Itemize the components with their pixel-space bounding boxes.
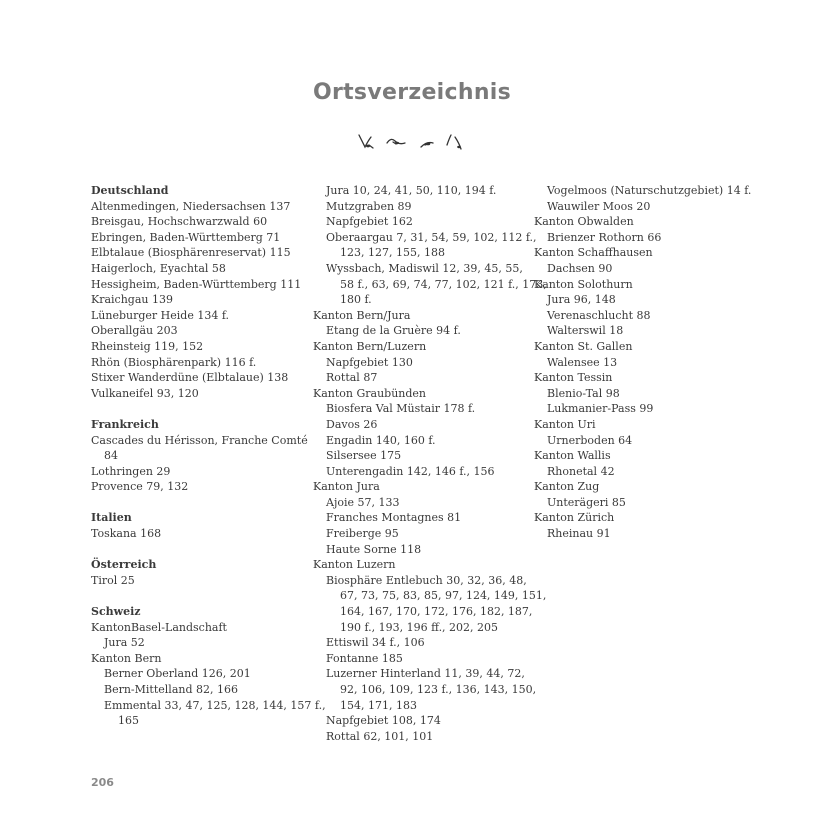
index-entry: 58 f., 63, 69, 74, 77, 102, 121 f., 173, — [340, 277, 547, 291]
index-entry: Oberallgäu 203 — [91, 324, 178, 338]
index-entry: Fontanne 185 — [326, 651, 403, 665]
country-heading: Schweiz — [91, 605, 141, 619]
index-entry: Kanton Wallis — [534, 449, 611, 463]
index-entry: Kanton St. Gallen — [534, 339, 633, 353]
index-entry: Kanton Bern/Luzern — [313, 339, 427, 353]
index-entry: Vogelmoos (Naturschutzgebiet) 14 f. — [547, 184, 752, 197]
index-entry: 154, 171, 183 — [340, 698, 417, 712]
index-entry: Emmental 33, 47, 125, 128, 144, 157 f., — [104, 698, 326, 712]
index-entry: Dachsen 90 — [547, 261, 613, 275]
index-entry: Rottal 87 — [326, 371, 378, 385]
index-entry: Walterswil 18 — [547, 324, 624, 338]
index-entry: Rheinsteig 119, 152 — [91, 339, 204, 353]
index-entry: 164, 167, 170, 172, 176, 182, 187, — [340, 605, 533, 619]
index-entry: Napfgebiet 162 — [326, 215, 413, 229]
index-entry: Kanton Solothurn — [534, 277, 633, 291]
index-entry: Unterengadin 142, 146 f., 156 — [326, 464, 495, 478]
index-entry: 180 f. — [340, 293, 372, 307]
section-spacer — [91, 401, 306, 417]
index-entry: Tirol 25 — [91, 573, 135, 587]
index-entry: Mutzgraben 89 — [326, 199, 412, 213]
index-entry: Engadin 140, 160 f. — [326, 433, 436, 447]
index-entry: 84 — [104, 449, 118, 463]
index-entry: Ebringen, Baden-Württemberg 71 — [91, 230, 281, 244]
index-entry: Breisgau, Hochschwarzwald 60 — [91, 215, 268, 229]
index-entry: Kanton Bern/Jura — [313, 308, 411, 322]
index-entry: Lüneburger Heide 134 f. — [91, 308, 230, 322]
index-entry: Oberaargau 7, 31, 54, 59, 102, 112 f., — [326, 230, 537, 244]
index-entry: Rheinau 91 — [547, 527, 611, 541]
index-entry: 92, 106, 109, 123 f., 136, 143, 150, — [340, 683, 537, 696]
index-entry: Urnerboden 64 — [547, 433, 633, 447]
index-entry: Kraichgau 139 — [91, 293, 173, 307]
index-entry: 67, 73, 75, 83, 85, 97, 124, 149, 151, — [340, 589, 547, 603]
index-entry: Unterägeri 85 — [547, 495, 626, 509]
country-heading: Italien — [91, 511, 132, 525]
index-entry: Walensee 13 — [547, 355, 618, 369]
index-entry: Kanton Graubünden — [313, 386, 427, 400]
index-column-2 — [313, 183, 547, 744]
index-entry: Kanton Zug — [534, 480, 600, 494]
index-entry: Kanton Tessin — [534, 371, 613, 385]
index-entry: Elbtalaue (Biosphärenreservat) 115 — [91, 246, 291, 260]
index-entry: Stixer Wanderdüne (Elbtalaue) 138 — [91, 371, 289, 385]
index-entry: Napfgebiet 108, 174 — [326, 714, 441, 728]
index-entry: Kanton Obwalden — [534, 215, 634, 229]
index-entry: 165 — [118, 714, 139, 728]
index-entry: Toskana 168 — [91, 527, 162, 541]
index-entry: KantonBasel-Landschaft — [91, 620, 227, 634]
index-entry: Cascades du Hérisson, Franche Comté — [91, 433, 308, 447]
index-entry: Etang de la Gruère 94 f. — [326, 324, 461, 338]
index-column-1 — [91, 183, 326, 729]
index-entry: Ajoie 57, 133 — [326, 495, 400, 509]
index-entry: Jura 52 — [104, 636, 145, 650]
index-entry: Bern-Mittelland 82, 166 — [104, 683, 238, 696]
index-entry: Silsersee 175 — [326, 449, 402, 463]
index-entry: Freiberge 95 — [326, 527, 399, 541]
index-entry: Brienzer Rothorn 66 — [547, 230, 662, 244]
country-heading: Frankreich — [91, 417, 159, 431]
index-entry: Rhön (Biosphärenpark) 116 f. — [91, 355, 257, 369]
index-column-3 — [534, 183, 754, 542]
index-entry: Biosphäre Entlebuch 30, 32, 36, 48, — [326, 573, 527, 587]
index-entry: Lothringen 29 — [91, 464, 171, 478]
section-spacer — [91, 588, 306, 604]
birds-flock-icon — [355, 131, 467, 153]
index-entry: Rhonetal 42 — [547, 464, 615, 478]
index-entry: Lukmanier-Pass 99 — [547, 402, 654, 416]
section-spacer — [91, 542, 306, 558]
index-entry: Kanton Bern — [91, 651, 162, 665]
index-entry: 190 f., 193, 196 ff., 202, 205 — [340, 620, 499, 634]
page-title: Ortsverzeichnis — [312, 80, 512, 105]
section-spacer — [91, 495, 306, 511]
page-number: 206 — [91, 776, 114, 789]
index-entry: Luzerner Hinterland 11, 39, 44, 72, — [326, 667, 525, 681]
index-entry: Jura 96, 148 — [547, 293, 616, 307]
index-entry: Davos 26 — [326, 417, 378, 431]
index-entry: Napfgebiet 130 — [326, 355, 413, 369]
index-entry: Vulkaneifel 93, 120 — [91, 386, 199, 400]
index-entry: Blenio-Tal 98 — [547, 386, 620, 400]
index-entry: Kanton Schaffhausen — [534, 246, 653, 260]
country-heading: Deutschland — [91, 184, 169, 197]
index-entry: 123, 127, 155, 188 — [340, 246, 445, 260]
index-entry: Jura 10, 24, 41, 50, 110, 194 f. — [326, 184, 497, 197]
index-entry: Kanton Jura — [313, 480, 380, 494]
country-heading: Österreich — [91, 558, 157, 572]
index-entry: Kanton Luzern — [313, 558, 396, 572]
index-entry: Rottal 62, 101, 101 — [326, 729, 434, 743]
index-entry: Altenmedingen, Niedersachsen 137 — [91, 199, 291, 213]
index-entry: Ettiswil 34 f., 106 — [326, 636, 425, 650]
index-entry: Berner Oberland 126, 201 — [104, 667, 251, 681]
index-entry: Wyssbach, Madiswil 12, 39, 45, 55, — [326, 261, 523, 275]
index-entry: Provence 79, 132 — [91, 480, 189, 494]
index-entry: Kanton Zürich — [534, 511, 615, 525]
index-entry: Franches Montagnes 81 — [326, 511, 462, 525]
index-entry: Haute Sorne 118 — [326, 542, 422, 556]
index-entry: Kanton Uri — [534, 417, 596, 431]
index-entry: Hessigheim, Baden-Württemberg 111 — [91, 277, 302, 291]
index-entry: Biosfera Val Müstair 178 f. — [326, 402, 476, 416]
index-entry: Wauwiler Moos 20 — [547, 199, 651, 213]
index-entry: Haigerloch, Eyachtal 58 — [91, 261, 226, 275]
index-entry: Verenaschlucht 88 — [547, 308, 651, 322]
